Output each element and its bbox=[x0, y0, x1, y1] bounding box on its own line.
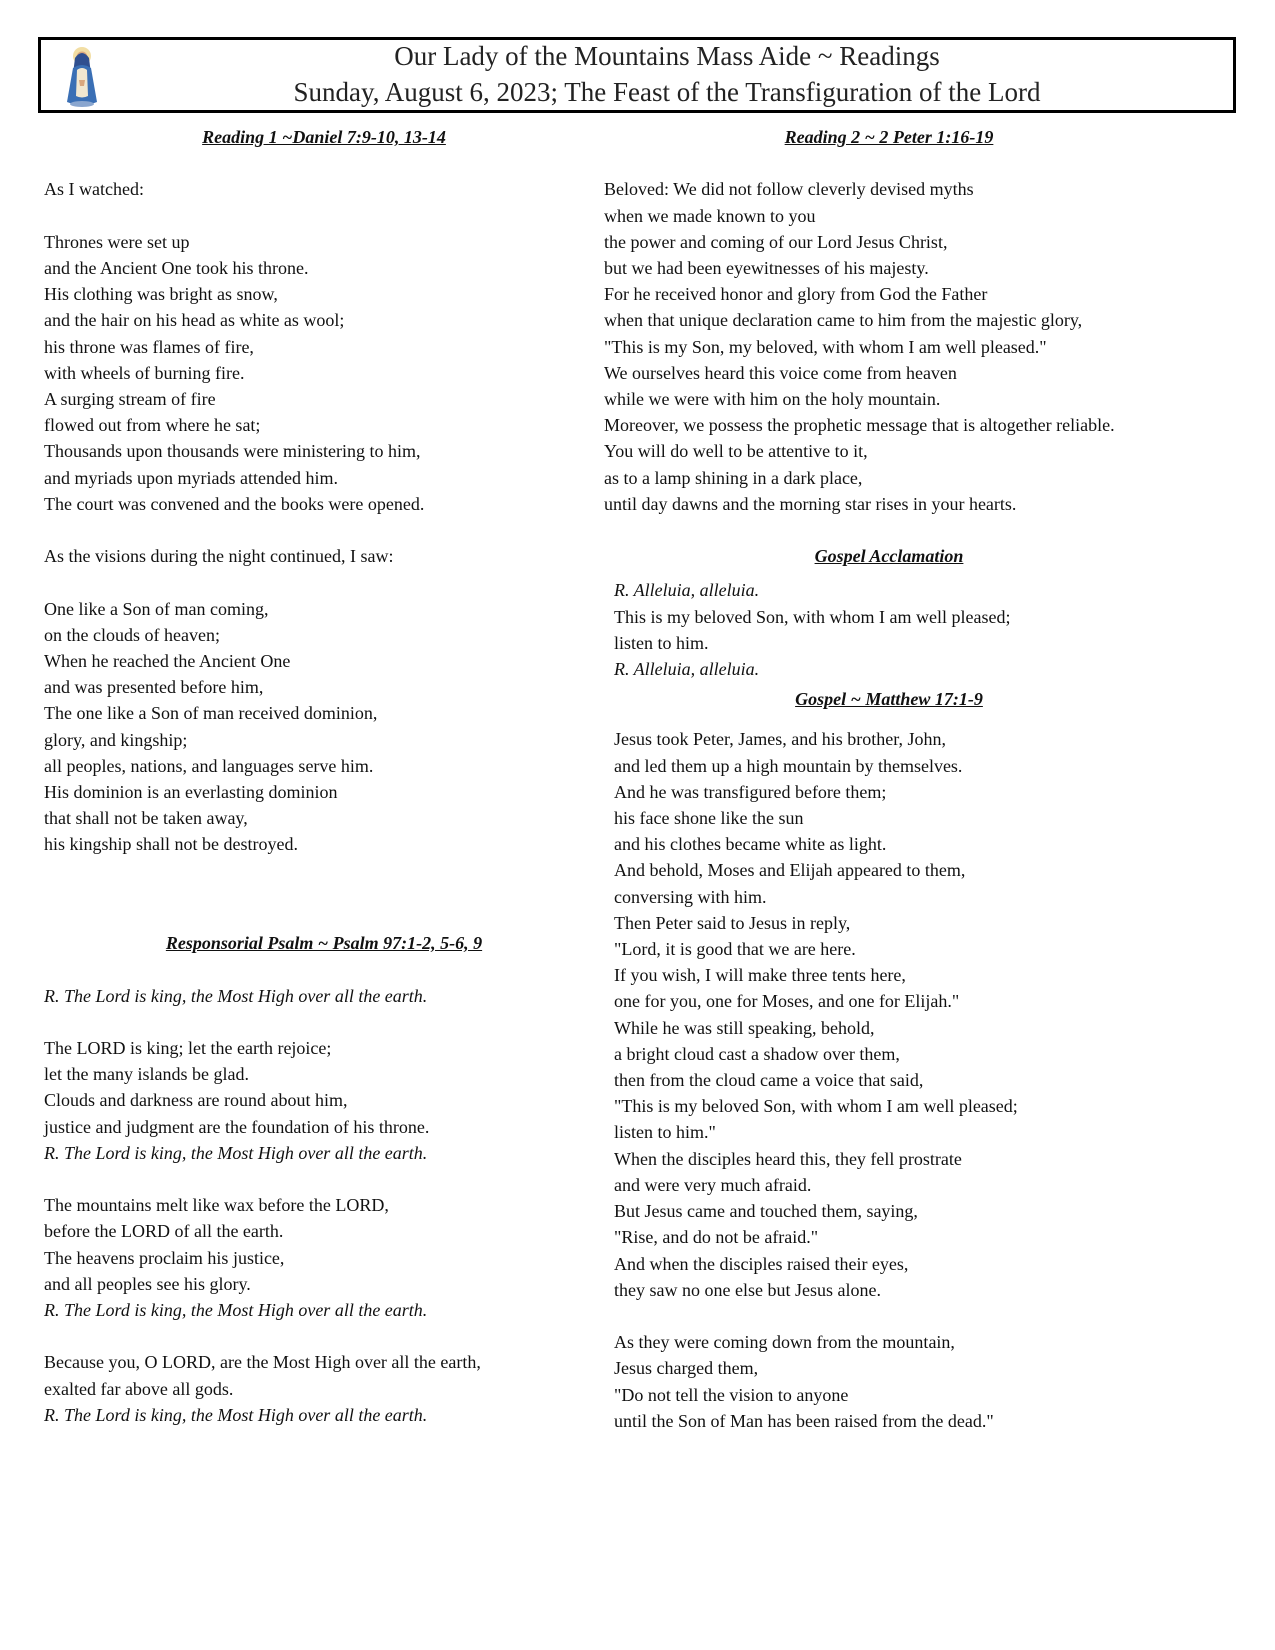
text-line: glory, and kingship; bbox=[44, 729, 188, 750]
reading2-heading: Reading 2 ~ 2 Peter 1:16-19 bbox=[784, 127, 994, 147]
text-line: when we made known to you bbox=[604, 205, 816, 226]
text-line: with wheels of burning fire. bbox=[44, 362, 245, 383]
header-box bbox=[38, 37, 1236, 113]
text-line: And behold, Moses and Elijah appeared to them, bbox=[614, 860, 966, 881]
text-line: one for you, one for Moses, and one for Elijah." bbox=[614, 991, 960, 1012]
text-line: As I watched: bbox=[44, 179, 144, 200]
text-line: until day dawns and the morning star rises in your hearts. bbox=[604, 493, 1017, 514]
text-line: You will do well to be attentive to it, bbox=[604, 441, 868, 462]
text-line: and the Ancient One took his throne. bbox=[44, 257, 309, 278]
text-line: Thrones were set up bbox=[44, 231, 190, 252]
text-line: and his clothes became white as light. bbox=[614, 834, 887, 855]
text-line bbox=[44, 517, 604, 543]
text-line: Moreover, we possess the prophetic message that is altogether reliable. bbox=[604, 415, 1115, 436]
text-line: But Jesus came and touched them, saying, bbox=[614, 1201, 918, 1222]
text-line: Then Peter said to Jesus in reply, bbox=[614, 912, 851, 933]
gospel-heading: Gospel ~ Matthew 17:1-9 bbox=[795, 689, 983, 710]
header-title: Our Lady of the Mountains Mass Aide ~ Readings bbox=[394, 41, 940, 71]
text-line: and were very much afraid. bbox=[614, 1174, 812, 1195]
text-line: The LORD is king; let the earth rejoice; bbox=[44, 1037, 332, 1058]
text-line: We ourselves heard this voice come from heaven bbox=[604, 362, 957, 383]
text-line: and led them up a high mountain by themselves. bbox=[614, 755, 963, 776]
text-line: "Lord, it is good that we are here. bbox=[614, 939, 856, 960]
text-line: justice and judgment are the foundation of his throne. bbox=[44, 1116, 430, 1137]
psalm-stanza-1 bbox=[44, 1035, 604, 1140]
text-line: The court was convened and the books were opened. bbox=[44, 493, 425, 514]
text-line: As the visions during the night continued, I saw: bbox=[44, 546, 394, 567]
text-line: while we were with him on the holy mountain. bbox=[604, 389, 941, 410]
text-line: and the hair on his head as white as wool; bbox=[44, 310, 345, 331]
text-line: they saw no one else but Jesus alone. bbox=[614, 1279, 881, 1300]
text-line: exalted far above all gods. bbox=[44, 1378, 234, 1399]
text-line: a bright cloud cast a shadow over them, bbox=[614, 1043, 900, 1064]
text-line: Beloved: We did not follow cleverly devised myths bbox=[604, 179, 974, 200]
text-line: but we had been eyewitnesses of his majesty. bbox=[604, 258, 929, 278]
text-line: conversing with him. bbox=[614, 886, 767, 907]
text-line: When the disciples heard this, they fell prostrate bbox=[614, 1148, 962, 1169]
text-line: his throne was flames of fire, bbox=[44, 336, 254, 357]
psalm-heading: Responsorial Psalm ~ Psalm 97:1-2, 5-6, 9 bbox=[165, 933, 483, 954]
text-line: The heavens proclaim his justice, bbox=[44, 1247, 285, 1268]
text-line: listen to him." bbox=[614, 1122, 716, 1143]
text-line: his kingship shall not be destroyed. bbox=[44, 834, 298, 855]
text-line: Jesus took Peter, James, and his brother, John, bbox=[614, 729, 947, 750]
header-subtitle: Sunday, August 6, 2023; The Feast of the Transfiguration of the Lord bbox=[293, 77, 1041, 107]
text-line bbox=[44, 203, 604, 229]
psalm-response: R. The Lord is king, the Most High over all the earth. bbox=[44, 985, 428, 1006]
reading1-heading: Reading 1 ~Daniel 7:9-10, 13-14 bbox=[202, 127, 446, 147]
text-line: Thousands upon thousands were ministering to him, bbox=[44, 441, 421, 462]
text-line: His dominion is an everlasting dominion bbox=[44, 782, 338, 803]
psalm-stanza-2 bbox=[44, 1192, 604, 1297]
text-line bbox=[614, 1303, 1244, 1329]
text-line: As they were coming down from the mountain, bbox=[614, 1332, 955, 1353]
text-line: Clouds and darkness are round about him, bbox=[44, 1090, 348, 1111]
psalm-response: R. The Lord is king, the Most High over all the earth. bbox=[44, 1299, 428, 1320]
text-line: And he was transfigured before them; bbox=[614, 781, 887, 802]
text-line: and was presented before him, bbox=[44, 677, 264, 698]
acclamation-response: R. Alleluia, alleluia. bbox=[614, 659, 760, 680]
reading1-text bbox=[44, 176, 604, 857]
text-line: Because you, O LORD, are the Most High over all the earth, bbox=[44, 1352, 481, 1373]
psalm-stanza-3 bbox=[44, 1349, 604, 1401]
psalm-response: R. The Lord is king, the Most High over all the earth. bbox=[44, 1142, 428, 1163]
text-line: "Rise, and do not be afraid." bbox=[614, 1227, 819, 1248]
right-column bbox=[604, 124, 1244, 1434]
text-line: "Do not tell the vision to anyone bbox=[614, 1384, 849, 1405]
text-line: The mountains melt like wax before the LORD, bbox=[44, 1195, 389, 1216]
text-line: his face shone like the sun bbox=[614, 808, 804, 829]
text-line: And when the disciples raised their eyes, bbox=[614, 1253, 909, 1274]
text-line: "This is my Son, my beloved, with whom I am well pleased." bbox=[604, 336, 1047, 357]
reading2-text bbox=[604, 176, 1244, 517]
psalm-response: R. The Lord is king, the Most High over all the earth. bbox=[44, 1404, 428, 1425]
text-line: then from the cloud came a voice that said, bbox=[614, 1070, 924, 1091]
text-line: and myriads upon myriads attended him. bbox=[44, 467, 338, 488]
text-line: on the clouds of heaven; bbox=[44, 624, 220, 645]
text-line: and all peoples see his glory. bbox=[44, 1273, 251, 1294]
text-line: His clothing was bright as snow, bbox=[44, 284, 278, 305]
text-line: If you wish, I will make three tents here, bbox=[614, 965, 906, 986]
text-line: as to a lamp shining in a dark place, bbox=[604, 467, 863, 488]
acclamation-heading: Gospel Acclamation bbox=[814, 546, 964, 567]
left-column bbox=[44, 124, 604, 1428]
text-line: the power and coming of our Lord Jesus Christ, bbox=[604, 231, 948, 252]
text-line: before the LORD of all the earth. bbox=[44, 1221, 284, 1242]
text-line: When he reached the Ancient One bbox=[44, 651, 291, 671]
text-line: let the many islands be glad. bbox=[44, 1064, 249, 1085]
text-line: One like a Son of man coming, bbox=[44, 598, 269, 619]
text-line: that shall not be taken away, bbox=[44, 808, 248, 829]
gospel-text bbox=[604, 726, 1244, 1433]
acclamation-text bbox=[614, 604, 1244, 656]
text-line bbox=[44, 569, 604, 595]
text-line: until the Son of Man has been raised from the dead." bbox=[614, 1410, 994, 1431]
text-line: This is my beloved Son, with whom I am well pleased; bbox=[614, 606, 1011, 627]
acclamation-response: R. Alleluia, alleluia. bbox=[614, 580, 760, 601]
text-line: when that unique declaration came to him from the majestic glory, bbox=[604, 310, 1083, 331]
text-line: listen to him. bbox=[614, 632, 709, 653]
text-line: For he received honor and glory from God the Father bbox=[604, 284, 988, 305]
text-line: "This is my beloved Son, with whom I am well pleased; bbox=[614, 1096, 1018, 1117]
text-line: While he was still speaking, behold, bbox=[614, 1017, 875, 1038]
text-line: The one like a Son of man received dominion, bbox=[44, 703, 378, 724]
text-line: flowed out from where he sat; bbox=[44, 415, 261, 436]
text-line: all peoples, nations, and languages serve him. bbox=[44, 755, 374, 776]
text-line: Jesus charged them, bbox=[614, 1358, 759, 1379]
text-line: A surging stream of fire bbox=[44, 389, 216, 409]
